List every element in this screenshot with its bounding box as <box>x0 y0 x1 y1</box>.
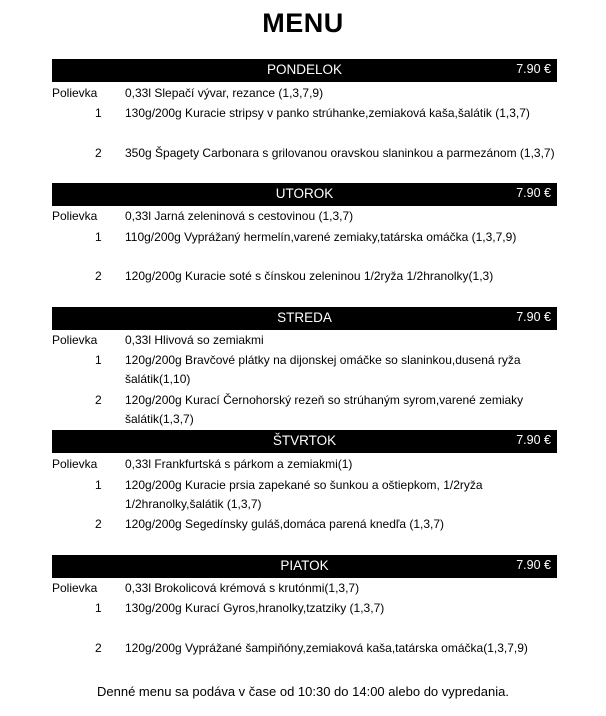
item-number: 2 <box>95 393 102 407</box>
item-number: 2 <box>95 641 102 655</box>
soup-text: 0,33l Jarná zeleninová s cestovinou (1,3,7) <box>125 209 354 223</box>
item-text-line1: 120g/200g Kuracie prsia zapekané so šunkou a oštiepkom, 1/2ryža <box>125 478 483 492</box>
item-text-line1: 120g/200g Kurací Černohorský rezeň so strúhaným syrom,varené zemiaky <box>125 393 524 407</box>
day-header-pondelok <box>52 59 557 82</box>
day-name: UTOROK <box>275 186 334 201</box>
item-number: 1 <box>95 353 102 367</box>
item-text-line2: šalátik(1,10) <box>125 372 191 386</box>
item-text: 350g Špagety Carbonara s grilovanou oravskou slaninkou a parmezánom (1,3,7) <box>125 146 555 160</box>
day-header-piatok <box>52 555 557 578</box>
soup-text: 0,33l Hlivová so zemiakmi <box>125 333 264 347</box>
soup-label: Polievka <box>52 457 98 471</box>
day-name: PONDELOK <box>266 62 343 77</box>
soup-label: Polievka <box>52 86 98 100</box>
day-header-streda <box>52 307 557 330</box>
item-text-line2: 1/2hranolky,šalátik (1,3,7) <box>125 497 262 511</box>
soup-text: 0,33l Brokolicová krémová s krutónmi(1,3,7) <box>125 581 360 595</box>
soup-label: Polievka <box>52 209 98 223</box>
item-number: 1 <box>95 230 102 244</box>
item-text: 120g/200g Segedínsky guláš,domáca parená knedľa (1,3,7) <box>125 517 445 531</box>
item-text: 120g/200g Kuracie soté s čínskou zeleninou 1/2ryža 1/2hranolky(1,3) <box>125 269 494 283</box>
item-text: 130g/200g Kuracie stripsy v panko strúhanke,zemiaková kaša,šalátik (1,3,7) <box>125 106 530 120</box>
item-text: 120g/200g Vyprážané šampiňóny,zemiaková kaša,tatárska omáčka(1,3,7,9) <box>125 641 528 655</box>
item-number: 1 <box>95 601 102 615</box>
day-price: 7.90 € <box>516 433 551 447</box>
day-header-stvrtok <box>52 430 557 453</box>
day-header-utorok <box>52 183 557 206</box>
item-number: 2 <box>95 517 102 531</box>
soup-label: Polievka <box>52 333 98 347</box>
day-price: 7.90 € <box>516 62 551 76</box>
soup-label: Polievka <box>52 581 98 595</box>
item-text-line2: šalátik(1,3,7) <box>125 412 194 426</box>
item-number: 2 <box>95 269 102 283</box>
item-number: 1 <box>95 478 102 492</box>
item-text-line1: 120g/200g Bravčové plátky na dijonskej omáčke so slaninkou,dusená ryža <box>125 353 521 367</box>
item-number: 1 <box>95 106 102 120</box>
day-name: STREDA <box>277 310 332 325</box>
soup-text: 0,33l Slepačí vývar, rezance (1,3,7,9) <box>125 86 324 100</box>
item-text: 110g/200g Vyprážaný hermelín,varené zemiaky,tatárska omáčka (1,3,7,9) <box>125 230 517 244</box>
item-number: 2 <box>95 146 102 160</box>
day-name: PIATOK <box>280 558 329 573</box>
menu-footer-note: Denné menu sa podáva v čase od 10:30 do 14:00 alebo do vypredania. <box>97 684 509 699</box>
day-price: 7.90 € <box>516 558 551 572</box>
day-price: 7.90 € <box>516 310 551 324</box>
day-name: ŠTVRTOK <box>272 433 337 448</box>
soup-text: 0,33l Frankfurtská s párkom a zemiakmi(1) <box>125 457 353 471</box>
day-price: 7.90 € <box>516 186 551 200</box>
menu-title: MENU <box>262 8 344 38</box>
item-text: 130g/200g Kurací Gyros,hranolky,tzatziky (1,3,7) <box>125 601 385 615</box>
